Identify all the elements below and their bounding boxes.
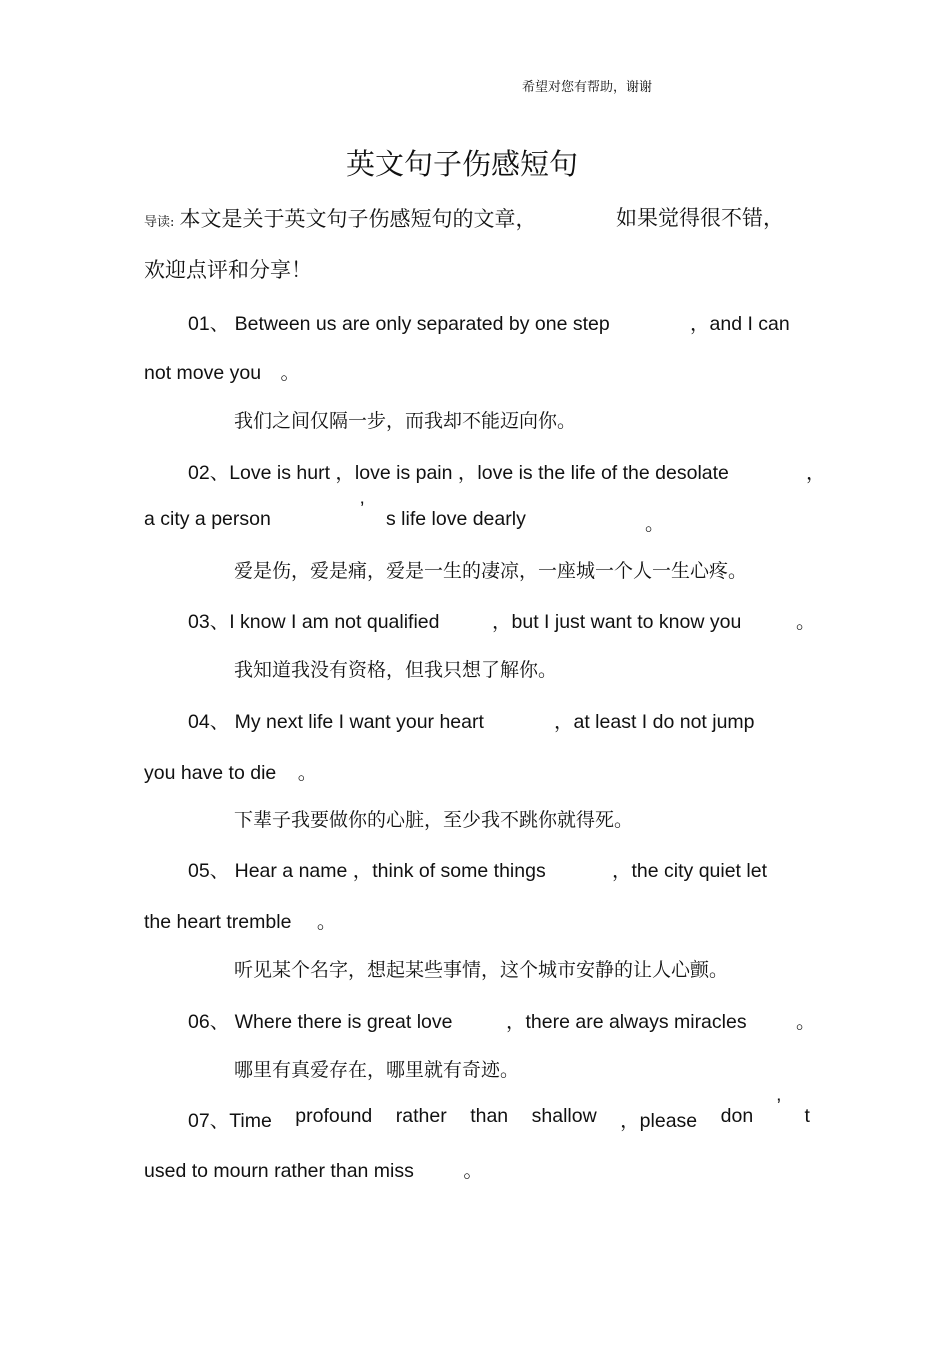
item-06-en-line-1-cont: ，there are always miracles — [506, 1011, 747, 1033]
item-03-chinese: 我知道我没有资格，但我只想了解你。 — [234, 659, 558, 681]
item-02-period: 。 — [645, 513, 665, 535]
intro-label: 导读: — [144, 215, 175, 230]
item-number: 03、 — [188, 611, 230, 633]
item-word: ，please — [620, 1110, 698, 1132]
item-07-en-line-2 — [144, 1155, 483, 1183]
item-english: the heart tremble — [144, 911, 292, 933]
item-english: Love is hurt ，love is pain ，love is the life of the desolate — [229, 462, 729, 484]
item-05-en-line-1-cont: ，the city quiet let — [612, 860, 767, 882]
item-english: My next life I want your heart — [234, 711, 484, 733]
item-02-en-line-2: a city a person — [144, 508, 271, 530]
item-06-en-line-1 — [188, 1006, 452, 1034]
item-04-chinese: 下辈子我要做你的心脏，至少我不跳你就得死。 — [234, 809, 634, 831]
item-02-en-line-1 — [188, 457, 729, 485]
item-period: 。 — [316, 911, 337, 933]
item-01-en-line-1-end: ，and I can — [690, 313, 790, 335]
item-english: you have to die — [144, 762, 277, 784]
item-word: than — [470, 1105, 509, 1127]
intro-text: 本文是关于英文句子伤感短句的文章， — [179, 207, 537, 231]
item-05-en-line-1 — [188, 855, 546, 883]
item-english: I know I am not qualified — [229, 611, 440, 633]
item-word: shallow — [531, 1105, 597, 1127]
item-04-en-line-1 — [188, 706, 484, 734]
item-01-en-line-1 — [188, 308, 610, 336]
item-number-and-word — [188, 1105, 272, 1133]
item-03-period: 。 — [796, 611, 816, 633]
item-02-apostrophe: ’ — [360, 498, 365, 520]
item-apostrophe: ’ — [776, 1095, 781, 1117]
item-word: t — [804, 1105, 810, 1127]
item-06-chinese: 哪里有真爱存在，哪里就有奇迹。 — [234, 1059, 520, 1081]
item-02-en-line-2-cont: s life love dearly — [386, 508, 526, 530]
item-03-en-line-1-cont: ，but I just want to know you — [492, 611, 742, 633]
item-english: Between us are only separated by one step — [234, 313, 610, 335]
item-05-en-line-2 — [144, 906, 336, 934]
item-english: not move you — [144, 362, 262, 384]
item-number: 05、 — [188, 860, 230, 882]
item-english: Hear a name ，think of some things — [234, 860, 546, 882]
item-number: 01、 — [188, 313, 230, 335]
item-word: rather — [395, 1105, 447, 1127]
item-word: profound — [295, 1105, 373, 1127]
item-01-chinese: 我们之间仅隔一步，而我却不能迈向你。 — [234, 410, 577, 432]
item-07-en-line-1 — [188, 1095, 810, 1133]
intro-line-2: 欢迎点评和分享！ — [144, 258, 312, 282]
item-number: 06、 — [188, 1011, 230, 1033]
item-02-en-line-1-end: ， — [806, 462, 826, 484]
item-word: Time — [229, 1110, 272, 1132]
item-02-chinese: 爱是伤，爱是痛，爱是一生的凄凉，一座城一个人一生心疼。 — [234, 560, 748, 582]
item-04-en-line-2 — [144, 757, 317, 785]
item-number: 04、 — [188, 711, 230, 733]
item-03-en-line-1 — [188, 606, 440, 634]
item-number: 07、 — [188, 1110, 230, 1132]
item-period: 。 — [297, 762, 318, 784]
intro-line-1 — [144, 203, 536, 233]
item-number: 02、 — [188, 462, 230, 484]
page-title: 英文句子伤感短句 — [345, 147, 578, 181]
item-word: don — [720, 1105, 754, 1127]
intro-text-continued: 如果觉得很不错， — [616, 206, 784, 230]
item-english: used to mourn rather than miss — [144, 1160, 414, 1182]
item-period: 。 — [463, 1160, 483, 1182]
item-english: Where there is great love — [234, 1011, 453, 1033]
item-01-en-line-2 — [144, 357, 300, 385]
item-04-en-line-1-cont: ，at least I do not jump — [554, 711, 755, 733]
page-header-note: 希望对您有帮助，谢谢 — [522, 80, 653, 95]
item-06-period: 。 — [796, 1011, 816, 1033]
item-period: 。 — [280, 362, 301, 384]
item-05-chinese: 听见某个名字，想起某些事情，这个城市安静的让人心颤。 — [234, 959, 729, 981]
